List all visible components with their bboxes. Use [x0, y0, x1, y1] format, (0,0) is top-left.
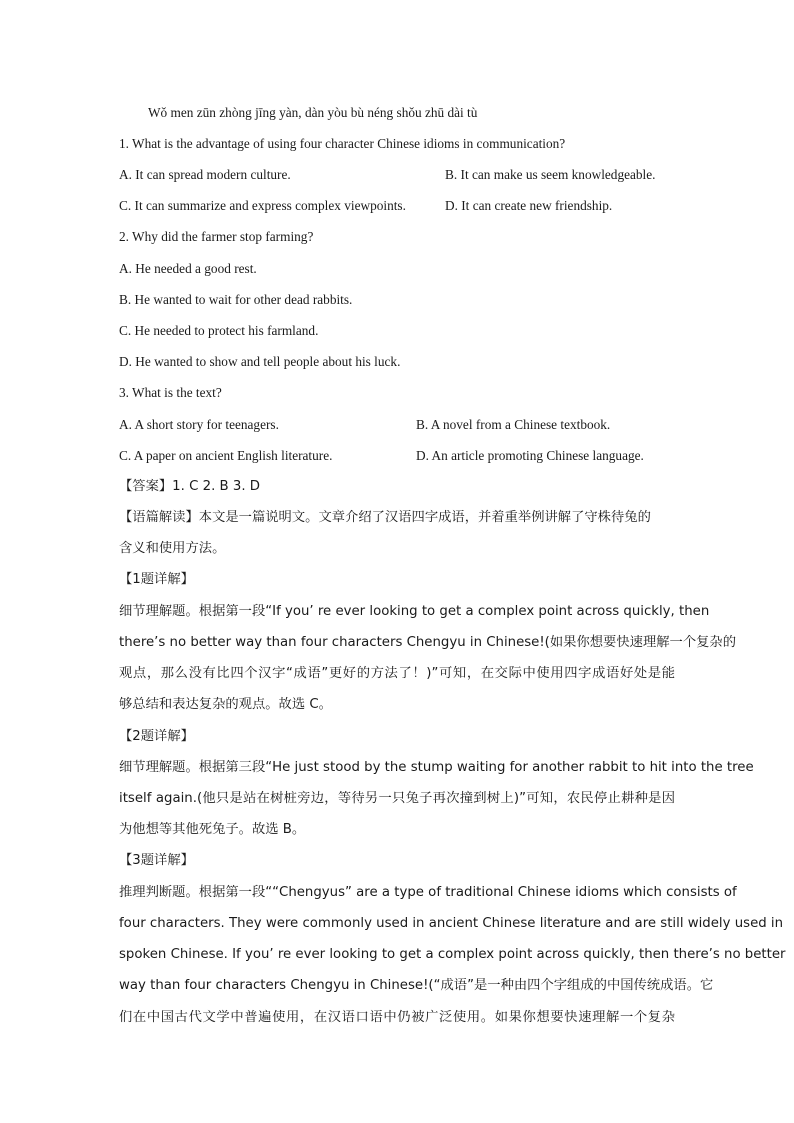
detail-1-line-1: 细节理解题。根据第一段“If you’ re ever looking to get a complex point across quickly, then [119, 604, 710, 619]
q2-option-d: D. He wanted to show and tell people about his luck. [119, 354, 401, 369]
detail-3-line-5: 们在中国古代文学中普遍使用，在汉语口语中仍被广泛使用。如果你想要快速理解一个复杂 [119, 1010, 675, 1025]
detail-1-line-2: there’s no better way than four characters Chengyu in Chinese!(如果你想要快速理解一个复杂的 [119, 635, 737, 650]
q1-option-b: B. It can make us seem knowledgeable. [445, 167, 656, 182]
detail-3-heading: 【3题详解】 [119, 853, 194, 868]
q1-option-d: D. It can create new friendship. [445, 198, 613, 213]
analysis-line-2: 含义和使用方法。 [119, 541, 226, 556]
q2-option-b: B. He wanted to wait for other dead rabbits. [119, 292, 353, 307]
q1-option-a: A. It can spread modern culture. [119, 167, 291, 182]
detail-3-line-2: four characters. They were commonly used in ancient Chinese literature and are still widely used in [119, 916, 784, 931]
q3-option-c: C. A paper on ancient English literature. [119, 448, 333, 463]
detail-1-line-4: 够总结和表达复杂的观点。故选 C。 [119, 697, 332, 712]
q3-question: 3. What is the text? [119, 385, 222, 400]
detail-3-line-1: 推理判断题。根据第一段““Chengyus” are a type of traditional Chinese idioms which consists of [119, 885, 737, 900]
detail-1-line-3: 观点，那么没有比四个汉字“成语”更好的方法了！)”可知，在交际中使用四字成语好处是能 [119, 666, 675, 681]
detail-2-line-2: itself again.(他只是站在树桩旁边，等待另一只兔子再次撞到树上)”可知，农民停止耕种是因 [119, 791, 675, 806]
detail-2-line-1: 细节理解题。根据第三段“He just stood by the stump waiting for another rabbit to hit into the tree [119, 760, 754, 775]
detail-2-heading: 【2题详解】 [119, 729, 194, 744]
detail-3-line-3: spoken Chinese. If you’ re ever looking to get a complex point across quickly, then there’s no better [119, 947, 786, 962]
analysis-line-1: 【语篇解读】本文是一篇说明文。文章介绍了汉语四字成语，并着重举例讲解了守株待兔的 [119, 510, 651, 525]
q2-option-a: A. He needed a good rest. [119, 261, 257, 276]
q1-option-c: C. It can summarize and express complex viewpoints. [119, 198, 406, 213]
detail-3-line-4: way than four characters Chengyu in Chinese!(“成语”是一种由四个字组成的中国传统成语。它 [119, 978, 714, 993]
q2-option-c: C. He needed to protect his farmland. [119, 323, 319, 338]
q3-option-b: B. A novel from a Chinese textbook. [416, 417, 611, 432]
detail-1-heading: 【1题详解】 [119, 572, 194, 587]
q1-question: 1. What is the advantage of using four character Chinese idioms in communication? [119, 136, 566, 151]
answer-line: 【答案】1. C 2. B 3. D [119, 479, 261, 494]
q2-question: 2. Why did the farmer stop farming? [119, 229, 314, 244]
q3-option-a: A. A short story for teenagers. [119, 417, 279, 432]
detail-2-line-3: 为他想等其他死兔子。故选 B。 [119, 822, 306, 837]
pinyin-line: Wǒ men zūn zhòng jīng yàn, dàn yòu bù néng shǒu zhū dài tù [148, 105, 478, 120]
q3-option-d: D. An article promoting Chinese language. [416, 448, 644, 463]
